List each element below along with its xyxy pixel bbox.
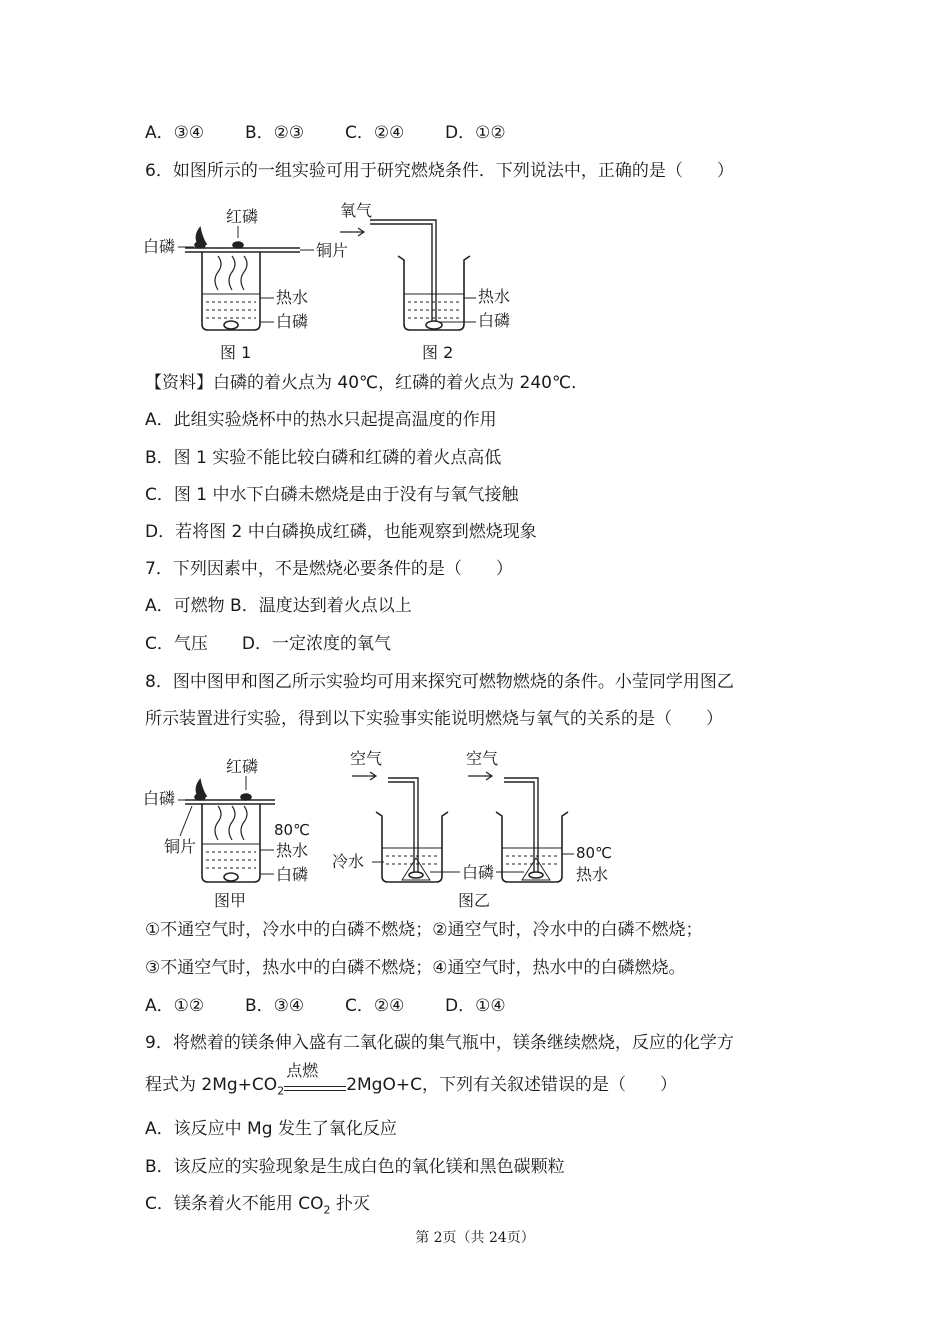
figA-label-copper: 铜片 <box>164 837 197 856</box>
q8-options <box>145 994 506 1018</box>
q9-option-c: C．镁条着火不能用 $CO_2$ 扑灭 <box>145 1194 370 1217</box>
q9-option-c-pre: C．镁条着火不能用 CO <box>145 1194 324 1214</box>
arrow-icon <box>340 228 364 236</box>
q8-option-b: B．③④ <box>245 996 305 1016</box>
arrow-icon <box>468 772 492 780</box>
figB-label-white-p: 白磷 <box>462 863 495 882</box>
q6-option-a: A．此组实验烧杯中的热水只起提高温度的作用 <box>145 410 497 430</box>
q6-figure-2 <box>340 220 476 330</box>
fig2-label-white-p: 白磷 <box>478 311 511 330</box>
q5-option-c: C．②④ <box>345 123 405 143</box>
q9-equation-line: 程式为 $2Mg+CO_2$ 点燃 2MgO+C，下列有关叙述错误的是（ ） <box>145 1061 677 1098</box>
fig1-label-white-p-bottom: 白磷 <box>276 312 309 331</box>
q9-stem-line1: 9．将燃着的镁条伸入盛有二氧化碳的集气瓶中，镁条继续燃烧，反应的化学方 <box>145 1033 734 1053</box>
page-footer: 第 2页（共 24页） <box>415 1230 535 1246</box>
q9-eq-product: 2MgO+C，下列有关叙述错误的是（ ） <box>346 1075 677 1095</box>
q8-stem-line1: 8．图中图甲和图乙所示实验均可用来探究可燃物燃烧的条件。小莹同学用图乙 <box>145 672 734 692</box>
figB-label-temp: 80℃ <box>576 844 612 862</box>
oxygen-tube <box>370 220 436 324</box>
q5-option-d: D．①② <box>445 123 506 143</box>
q8-option-d: D．①④ <box>445 996 506 1016</box>
q6-info: 【资料】白磷的着火点为 40℃，红磷的着火点为 240℃． <box>145 373 589 393</box>
fig1-label-hot-water: 热水 <box>276 288 309 307</box>
q7-stem: 7．下列因素中，不是燃烧必要条件的是（ ） <box>145 559 513 579</box>
q8-option-a: A．①② <box>145 996 205 1016</box>
q6-option-c: C．图 1 中水下白磷未燃烧是由于没有与氧气接触 <box>145 485 519 505</box>
beaker-2 <box>398 256 470 330</box>
q8-figures <box>140 740 640 910</box>
q8-fact-line1: ①不通空气时，冷水中的白磷不燃烧；②通空气时，冷水中的白磷不燃烧； <box>145 920 703 940</box>
q8-figure-a <box>178 776 275 882</box>
figA-label-hot-water: 热水 <box>276 841 309 860</box>
fig1-label-copper: 铜片 <box>316 241 349 260</box>
q5-option-b: B．②③ <box>245 123 305 143</box>
figB-label-hot-water: 热水 <box>576 865 609 884</box>
figA-caption: 图甲 <box>214 891 247 910</box>
figB-label-air2: 空气 <box>466 749 499 768</box>
figB-label-cold-water: 冷水 <box>332 852 365 871</box>
arrow-icon <box>352 772 376 780</box>
fig2-caption: 图 2 <box>422 343 454 362</box>
q9-eq-condition <box>284 1061 346 1097</box>
figB-caption: 图乙 <box>458 891 491 910</box>
figA-label-red-p: 红磷 <box>226 757 259 776</box>
q9-option-b: B．该反应的实验现象是生成白色的氧化镁和黑色碳颗粒 <box>145 1157 565 1177</box>
q5-option-a: A．③④ <box>145 123 205 143</box>
figA-label-white-p-bottom: 白磷 <box>276 865 309 884</box>
q8-fact-line2: ③不通空气时，热水中的白磷不燃烧；④通空气时，热水中的白磷燃烧。 <box>145 958 686 978</box>
figB-label-air1: 空气 <box>350 749 383 768</box>
beaker-a <box>202 804 260 882</box>
q9-option-a: A．该反应中 Mg 发生了氧化反应 <box>145 1119 397 1139</box>
figA-label-temp: 80℃ <box>274 821 310 839</box>
fig1-caption: 图 1 <box>220 343 252 362</box>
fig1-label-white-p-top: 白磷 <box>143 237 176 256</box>
fig2-label-hot-water: 热水 <box>478 287 511 306</box>
q6-figures <box>140 198 540 366</box>
q6-stem: 6．如图所示的一组实验可用于研究燃烧条件．下列说法中，正确的是（ ） <box>145 161 734 181</box>
fig1-label-red-p: 红磷 <box>226 207 259 226</box>
q6-option-b: B．图 1 实验不能比较白磷和红磷的着火点高低 <box>145 448 502 468</box>
q7-options-line2: C．气压 D．一定浓度的氧气 <box>145 634 391 654</box>
q8-option-c: C．②④ <box>345 996 405 1016</box>
q8-stem-line2: 所示装置进行实验，得到以下实验事实能说明燃烧与氧气的关系的是（ ） <box>145 709 723 729</box>
fig2-label-oxygen: 氧气 <box>340 201 373 220</box>
q9-eq-prefix: 程式为 2Mg+CO <box>145 1075 278 1095</box>
q6-option-d: D．若将图 2 中白磷换成红磷，也能观察到燃烧现象 <box>145 522 537 542</box>
q9-option-c-post: 扑灭 <box>330 1194 370 1214</box>
q9-eq-cond-text: 点燃 <box>286 1061 319 1080</box>
figA-label-white-p-top: 白磷 <box>143 789 176 808</box>
q5-options <box>145 121 506 145</box>
q7-options-line1: A．可燃物 B．温度达到着火点以上 <box>145 596 412 616</box>
